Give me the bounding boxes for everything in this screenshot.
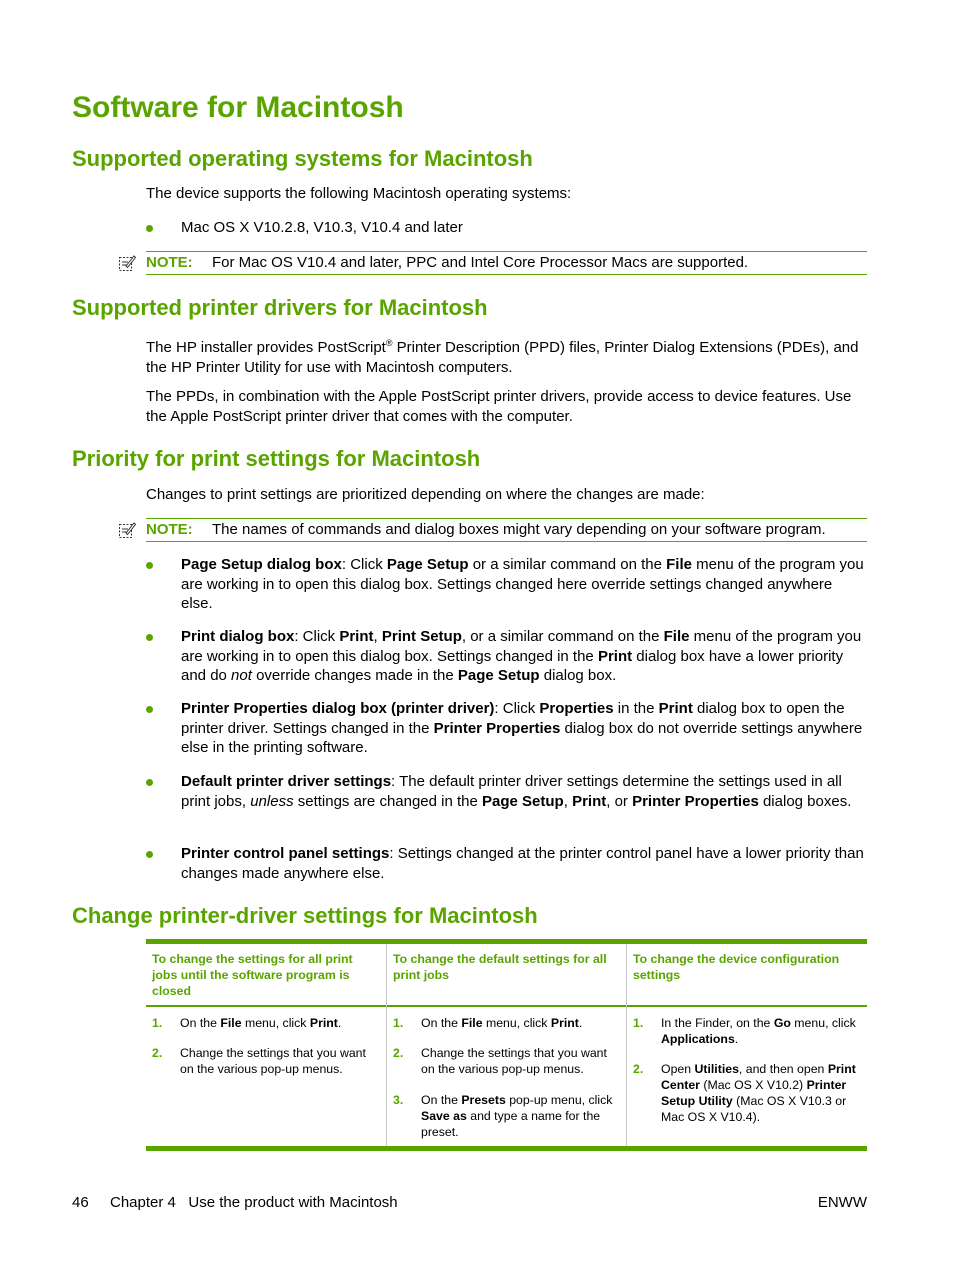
bullet-text: Print dialog box: Click Print, Print Setup, or a similar command on the File menu of the program you are working in to open this dialog box. Settings changed in the Print dialog box have a lower priority and do not override changes made in the Page Setup dialog box. bbox=[181, 628, 862, 684]
drivers-paragraph-2: The PPDs, in combination with the Apple PostScript printer drivers, provide access to device features. Use the Apple PostScript printer driver that comes with the computer. bbox=[146, 388, 852, 425]
chapter-label: Chapter 4 Use the product with Macintosh bbox=[110, 1194, 398, 1211]
registered-mark: ® bbox=[385, 338, 393, 348]
os-bullet-text: Mac OS X V10.2.8, V10.3, V10.4 and later bbox=[181, 219, 463, 236]
bullet-dot bbox=[146, 779, 153, 786]
priority-bullet-control-panel bbox=[146, 844, 868, 883]
note-os bbox=[146, 251, 867, 275]
bullet-dot bbox=[146, 634, 153, 641]
bullet-dot bbox=[146, 562, 153, 569]
note-label: NOTE: bbox=[146, 521, 193, 538]
table-step: 3. On the Presets pop-up menu, click Save as and type a name for the preset. bbox=[393, 1093, 613, 1139]
note-pencil-icon bbox=[118, 521, 136, 539]
heading-supported-drivers: Supported printer drivers for Macintosh bbox=[72, 295, 488, 320]
table-step: 1. On the File menu, click Print. bbox=[152, 1016, 342, 1030]
table-header-all-jobs: To change the settings for all print jobs until the software program is closed bbox=[152, 952, 353, 998]
priority-bullet-default-driver bbox=[146, 772, 868, 811]
os-bullet bbox=[146, 218, 868, 238]
bullet-text: Printer control panel settings: Settings changed at the printer control panel have a lower priority than changes made anywhere else. bbox=[181, 845, 864, 882]
bullet-dot bbox=[146, 851, 153, 858]
footer-right: ENWW bbox=[817, 1194, 867, 1211]
note-text: The names of commands and dialog boxes might vary depending on your software program. bbox=[212, 521, 826, 538]
bullet-dot bbox=[146, 225, 153, 232]
note-priority bbox=[146, 518, 867, 542]
page-title: Software for Macintosh bbox=[72, 91, 404, 124]
table-bottom-rule bbox=[146, 1146, 867, 1151]
bullet-text: Printer Properties dialog box (printer driver): Click Properties in the Print dialog box to open the printer driver. Settings changed in the Printer Properties dialog box do not override settings anywhere else in the printing software. bbox=[181, 700, 863, 756]
bullet-dot bbox=[146, 706, 153, 713]
column-divider bbox=[626, 944, 627, 1146]
table-step: 2. Change the settings that you want on the various pop-up menus. bbox=[393, 1046, 607, 1076]
os-intro: The device supports the following Macintosh operating systems: bbox=[146, 185, 572, 202]
heading-supported-os: Supported operating systems for Macintosh bbox=[72, 146, 533, 171]
table-step: 2. Open Utilities, and then open Print Center (Mac OS X V10.2) Printer Setup Utility (Mac OS X V10.3 or Mac OS X V10.4). bbox=[633, 1062, 856, 1124]
note-text: For Mac OS V10.4 and later, PPC and Intel Core Processor Macs are supported. bbox=[212, 254, 749, 271]
priority-bullet-page-setup bbox=[146, 555, 868, 614]
priority-bullet-print-dialog bbox=[146, 627, 868, 686]
table-header-device: To change the device configuration settings bbox=[633, 952, 840, 982]
column-divider bbox=[386, 944, 387, 1146]
priority-intro: Changes to print settings are prioritized depending on where the changes are made: bbox=[146, 486, 705, 503]
bullet-text: Default printer driver settings: The default printer driver settings determine the settings used in all print jobs, unless settings are changed in the Page Setup, Print, or Printer Properties dialog boxes. bbox=[181, 773, 852, 810]
heading-change-settings: Change printer-driver settings for Macintosh bbox=[72, 903, 538, 928]
drivers-paragraph-1 bbox=[146, 334, 868, 377]
table-header-rule bbox=[146, 1005, 867, 1007]
note-label: NOTE: bbox=[146, 254, 193, 271]
bullet-text: Page Setup dialog box: Click Page Setup or a similar command on the File menu of the program you are working in to open this dialog box. Settings changed here override settings changed anywhere else. bbox=[181, 556, 864, 612]
page-number: 46 bbox=[72, 1194, 89, 1211]
note-pencil-icon bbox=[118, 254, 136, 272]
table-step: 2. Change the settings that you want on the various pop-up menus. bbox=[152, 1046, 366, 1076]
table-step: 1. On the File menu, click Print. bbox=[393, 1016, 583, 1030]
table-step: 1. In the Finder, on the Go menu, click Applications. bbox=[633, 1016, 856, 1046]
table-header-default: To change the default settings for all print jobs bbox=[393, 952, 607, 982]
drivers-p1-b: Printer Description (PPD) files, Printer Dialog Extensions (PDEs), and the HP Printer Utility for use with Macintosh computers. bbox=[146, 339, 859, 376]
heading-priority: Priority for print settings for Macintosh bbox=[72, 446, 481, 471]
table-top-rule bbox=[146, 939, 867, 944]
priority-bullet-printer-properties bbox=[146, 699, 868, 758]
drivers-p1-a: The HP installer provides PostScript bbox=[146, 339, 386, 356]
